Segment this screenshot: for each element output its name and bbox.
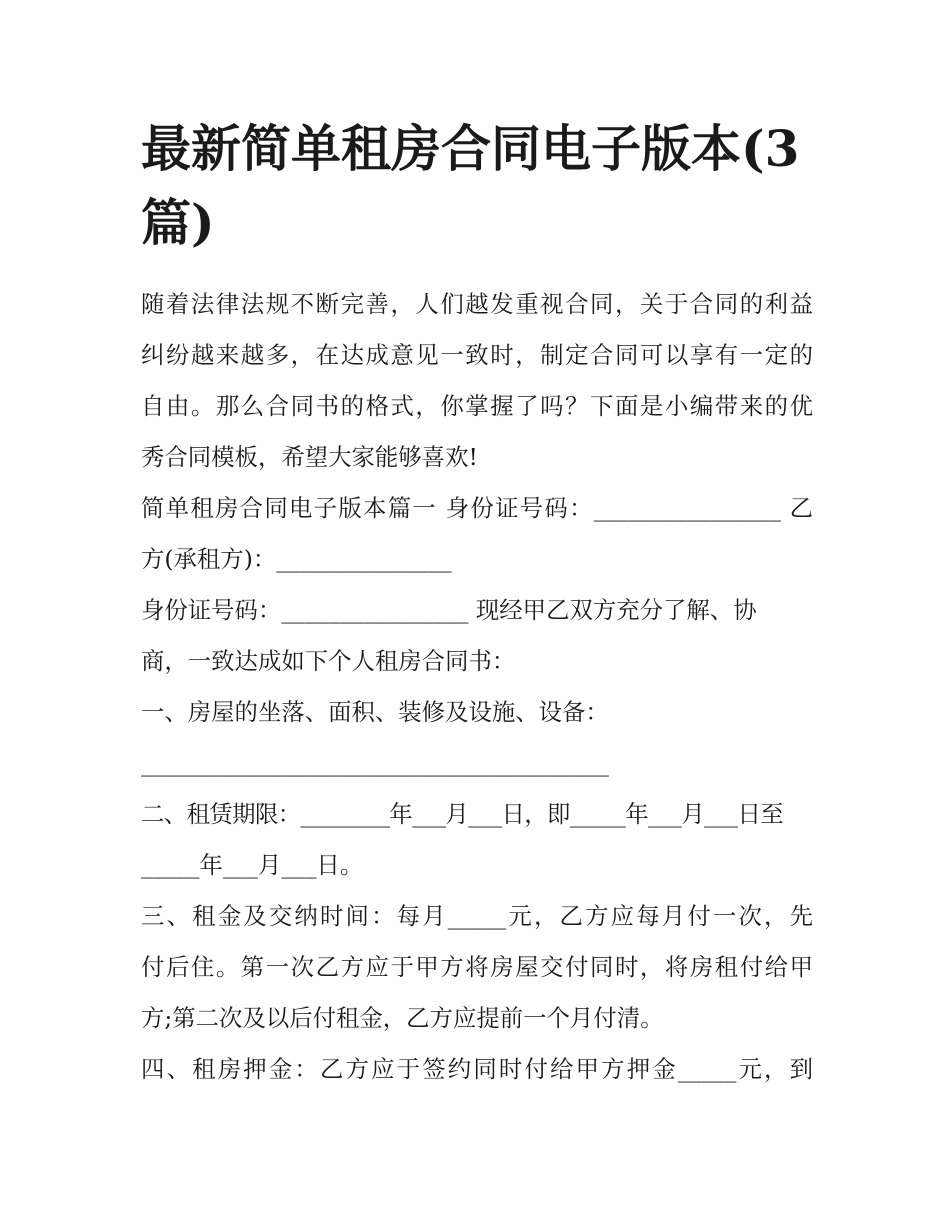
clause-4-deposit: 四、租房押金：乙方应于签约同时付给甲方押金_____元，到	[141, 1055, 813, 1083]
intro-line: 纠纷越来越多，在达成意见一致时，制定合同可以享有一定的	[141, 341, 813, 369]
intro-paragraph	[141, 279, 813, 483]
clause-2-term-end: _____年___月___日。	[141, 851, 364, 879]
clause-1-blank: ________________________________________	[141, 749, 609, 777]
title-line-2: 篇)	[141, 193, 215, 252]
clause-3-rent-cont: 付后住。第一次乙方应于甲方将房屋交付同时，将房租付给甲	[141, 953, 813, 981]
document-page	[141, 112, 813, 1095]
body-line-agreement: 商，一致达成如下个人租房合同书：	[141, 647, 516, 675]
clause-3-rent: 三、租金及交纳时间：每月_____元，乙方应每月付一次，先	[141, 902, 813, 930]
body-line-tenant-id: 身份证号码：________________ 现经甲乙双方充分了解、协	[141, 596, 757, 624]
body-line-tenant: 方(承租方)：_______________	[141, 545, 452, 573]
intro-line: 随着法律法规不断完善，人们越发重视合同，关于合同的利益	[141, 290, 813, 318]
clause-2-term: 二、租赁期限：________年___月___日，即_____年___月___日至	[141, 800, 784, 828]
body-line-party-id: 简单租房合同电子版本篇一 身份证号码：________________ 乙	[141, 494, 813, 522]
document-title	[141, 112, 813, 260]
title-line-1: 最新简单租房合同电子版本(3	[141, 119, 800, 178]
clause-3-rent-end: 方;第二次及以后付租金，乙方应提前一个月付清。	[141, 1004, 664, 1032]
intro-line: 秀合同模板，希望大家能够喜欢!	[141, 443, 478, 471]
clause-1-heading: 一、房屋的坐落、面积、装修及设施、设备：	[141, 698, 609, 726]
intro-line: 自由。那么合同书的格式，你掌握了吗？下面是小编带来的优	[141, 392, 813, 420]
contract-body	[141, 483, 813, 1095]
